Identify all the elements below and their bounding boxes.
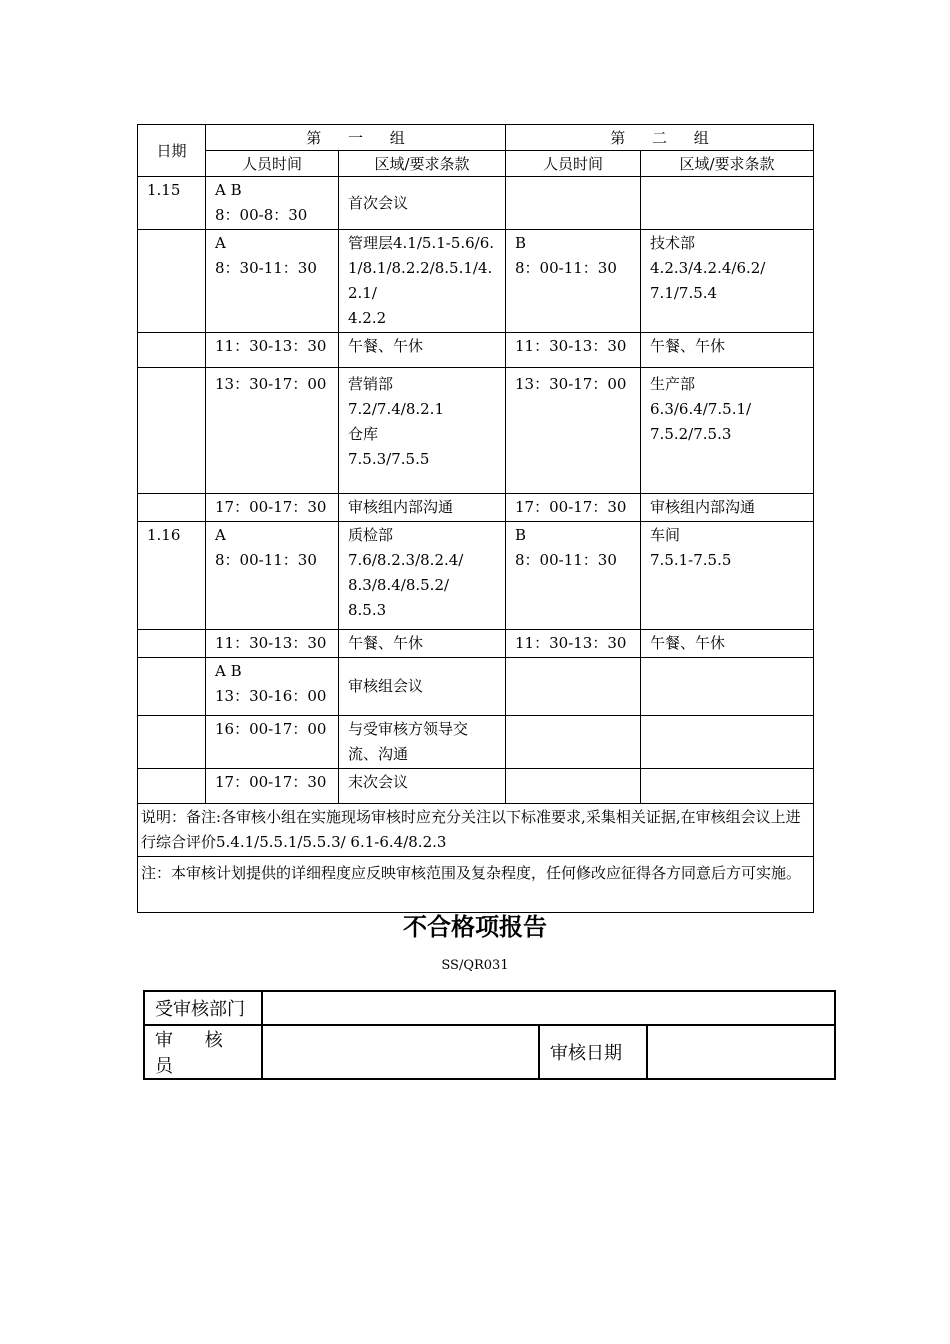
- g1-area: 首次会议: [339, 177, 506, 230]
- row-date: [138, 333, 206, 368]
- g2-time: [506, 177, 641, 230]
- g2-time: 13：30-17：00: [506, 368, 641, 494]
- table-row: [138, 230, 814, 333]
- auditor-label: 审 核 员: [144, 1025, 262, 1079]
- audited-dept-label: 受审核部门: [144, 991, 262, 1025]
- table-row: [138, 769, 814, 804]
- audit-date-label: 审核日期: [539, 1025, 647, 1079]
- g2-time: [506, 716, 641, 769]
- g1-area: 质检部 7.6/8.2.3/8.2.4/ 8.3/8.4/8.5.2/ 8.5.3: [339, 522, 506, 630]
- g2-time: 11：30-13：30: [506, 333, 641, 368]
- g2-area: 午餐、午休: [641, 333, 814, 368]
- row-date: [138, 658, 206, 716]
- g2-time: B 8：00-11：30: [506, 522, 641, 630]
- g2-area: 生产部 6.3/6.4/7.5.1/ 7.5.2/7.5.3: [641, 368, 814, 494]
- g2-area: [641, 177, 814, 230]
- g1-time: 16：00-17：00: [206, 716, 339, 769]
- g2-area: [641, 716, 814, 769]
- g1-area: 管理层4.1/5.1-5.6/6.1/8.1/8.2.2/8.5.1/4.2.1/ 4.2.2: [339, 230, 506, 333]
- header-date: 日期: [138, 125, 206, 177]
- g2-time: [506, 769, 641, 804]
- row-date: [138, 716, 206, 769]
- g1-time: 11：30-13：30: [206, 333, 339, 368]
- table-row: [138, 177, 814, 230]
- g1-time: 17：00-17：30: [206, 494, 339, 522]
- g2-time: B 8：00-11：30: [506, 230, 641, 333]
- table-row: [138, 333, 814, 368]
- g1-area: 末次会议: [339, 769, 506, 804]
- g1-area: 审核组内部沟通: [339, 494, 506, 522]
- g2-area: [641, 769, 814, 804]
- nonconformity-report-header: [143, 990, 836, 1080]
- g1-time: A B 8：00-8：30: [206, 177, 339, 230]
- row-date: 1.16: [138, 522, 206, 630]
- header-g1-area-clause: 区域/要求条款: [339, 151, 506, 177]
- g1-area: 午餐、午休: [339, 630, 506, 658]
- audit-date-field[interactable]: [647, 1025, 835, 1079]
- row-date: [138, 494, 206, 522]
- g1-area: 午餐、午休: [339, 333, 506, 368]
- header-group-1: 第 一 组: [206, 125, 506, 151]
- g2-area: 午餐、午休: [641, 630, 814, 658]
- g1-area: 与受审核方领导交流、沟通: [339, 716, 506, 769]
- header-g1-person-time: 人员时间: [206, 151, 339, 177]
- row-date: [138, 368, 206, 494]
- row-date: [138, 769, 206, 804]
- table-row: [138, 494, 814, 522]
- g2-area: 车间 7.5.1-7.5.5: [641, 522, 814, 630]
- g2-area: 审核组内部沟通: [641, 494, 814, 522]
- schedule-note: 注：本审核计划提供的详细程度应反映审核范围及复杂程度，任何修改应征得各方同意后方可实施。: [138, 857, 814, 913]
- table-row: [138, 716, 814, 769]
- header-group-2: 第 二 组: [506, 125, 814, 151]
- table-row: [138, 630, 814, 658]
- header-g2-area-clause: 区域/要求条款: [641, 151, 814, 177]
- row-date: [138, 630, 206, 658]
- table-row: [138, 658, 814, 716]
- auditor-field[interactable]: [262, 1025, 539, 1079]
- g2-time: 11：30-13：30: [506, 630, 641, 658]
- g1-time: A B 13：30-16：00: [206, 658, 339, 716]
- g1-time: 11：30-13：30: [206, 630, 339, 658]
- report-title: 不合格项报告: [403, 913, 547, 941]
- table-row: [138, 368, 814, 494]
- g1-area: 审核组会议: [339, 658, 506, 716]
- row-date: 1.15: [138, 177, 206, 230]
- audited-dept-field[interactable]: [262, 991, 835, 1025]
- g2-time: 17：00-17：30: [506, 494, 641, 522]
- row-date: [138, 230, 206, 333]
- header-g2-person-time: 人员时间: [506, 151, 641, 177]
- schedule-remark: 说明：备注:各审核小组在实施现场审核时应充分关注以下标准要求,采集相关证据,在审核组会议上进行综合评价5.4.1/5.5.1/5.5.3/ 6.1-6.4/8.2.3: [138, 804, 814, 857]
- audit-schedule-table: [137, 124, 814, 913]
- g2-area: [641, 658, 814, 716]
- g1-time: 13：30-17：00: [206, 368, 339, 494]
- g1-time: A 8：30-11：30: [206, 230, 339, 333]
- g1-time: A 8：00-11：30: [206, 522, 339, 630]
- g2-area: 技术部 4.2.3/4.2.4/6.2/ 7.1/7.5.4: [641, 230, 814, 333]
- g1-area: 营销部 7.2/7.4/8.2.1 仓库 7.5.3/7.5.5: [339, 368, 506, 494]
- table-row: [138, 522, 814, 630]
- g1-time: 17：00-17：30: [206, 769, 339, 804]
- g2-time: [506, 658, 641, 716]
- form-code: SS/QR031: [441, 958, 509, 973]
